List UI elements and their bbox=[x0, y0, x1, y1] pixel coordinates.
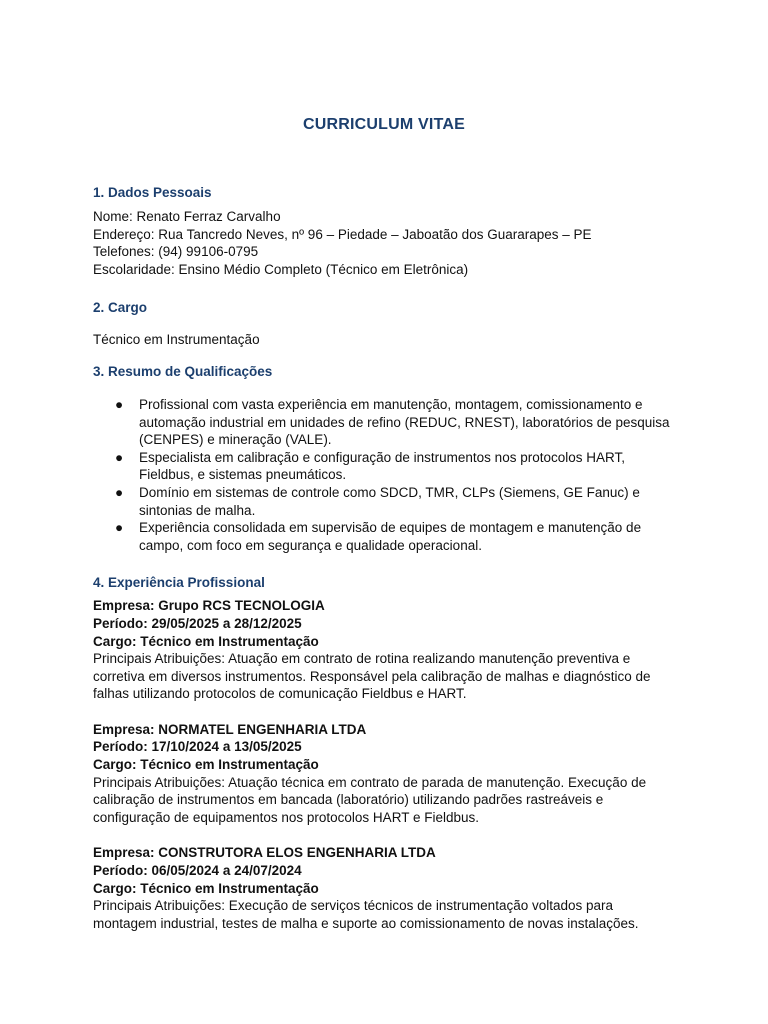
education-line: Escolaridade: Ensino Médio Completo (Técnico em Eletrônica) bbox=[93, 261, 469, 277]
list-item: ● Experiência consolidada em supervisão de equipes de montagem e manutenção de campo, com foco em segurança e qualidade operacional. bbox=[115, 520, 642, 553]
document-body bbox=[93, 184, 693, 932]
qualifications-list bbox=[93, 396, 693, 554]
bullet-icon: ● bbox=[115, 449, 124, 465]
job-role: Cargo: Técnico em Instrumentação bbox=[93, 633, 319, 649]
job-duties: Principais Atribuições: Execução de serviços técnicos de instrumentação voltados para montagem industrial, testes de malha e suporte ao comissionamento de novas instalações. bbox=[93, 898, 639, 931]
bullet-icon: ● bbox=[115, 396, 124, 412]
job-entry bbox=[93, 844, 693, 932]
document-title: CURRICULUM VITAE bbox=[302, 116, 465, 133]
section-heading: 1. Dados Pessoais bbox=[93, 185, 212, 200]
cargo-text: Técnico em Instrumentação bbox=[93, 332, 260, 348]
job-role: Cargo: Técnico em Instrumentação bbox=[93, 757, 319, 773]
list-item: ● Domínio em sistemas de controle como SDCD, TMR, CLPs (Siemens, GE Fanuc) e sintonias de malha. bbox=[115, 484, 640, 518]
list-item: ● Profissional com vasta experiência em manutenção, montagem, comissionamento e automação industrial em unidades de refino (REDUC, RNEST), laboratórios de pesquisa (CENPES) e mineração (VALE). bbox=[115, 396, 670, 448]
job-period: Período: 17/10/2024 a 13/05/2025 bbox=[93, 739, 302, 755]
phone-line: Telefones: (94) 99106-0795 bbox=[93, 244, 259, 260]
job-company: Empresa: Grupo RCS TECNOLOGIA bbox=[93, 598, 325, 614]
job-period: Período: 29/05/2025 a 28/12/2025 bbox=[93, 615, 302, 631]
job-duties: Principais Atribuições: Atuação técnica em contrato de parada de manutenção. Execução de calibração de instrumentos em bancada (laboratório) utilizando padrões rastreáveis e configuração de equipamentos nos protocolos HART e Fieldbus. bbox=[93, 774, 647, 825]
job-duties: Principais Atribuições: Atuação em contrato de rotina realizando manutenção preventiva e corretiva em diversos instrumentos. Responsável pela calibração de malhas e diagnóstico de falhas utilizando protocolos de comunicação Fieldbus e HART. bbox=[93, 651, 651, 702]
job-company: Empresa: NORMATEL ENGENHARIA LTDA bbox=[93, 721, 367, 737]
name-line: Nome: Renato Ferraz Carvalho bbox=[93, 209, 281, 224]
job-company: Empresa: CONSTRUTORA ELOS ENGENHARIA LTDA bbox=[93, 845, 436, 861]
section-qualifications bbox=[93, 363, 693, 554]
address-line: Endereço: Rua Tancredo Neves, nº 96 – Piedade – Jaboatão dos Guararapes – PE bbox=[93, 226, 592, 242]
section-heading: 3. Resumo de Qualificações bbox=[93, 363, 273, 379]
list-item: ● Especialista em calibração e configuração de instrumentos nos protocolos HART, Fieldbus, e sistemas pneumáticos. bbox=[115, 449, 625, 483]
bullet-icon: ● bbox=[115, 520, 124, 536]
section-heading: 4. Experiência Profissional bbox=[93, 575, 265, 591]
job-role: Cargo: Técnico em Instrumentação bbox=[93, 880, 319, 896]
job-period: Período: 06/05/2024 a 24/07/2024 bbox=[93, 863, 302, 879]
job-entry bbox=[93, 597, 693, 703]
section-cargo bbox=[93, 299, 693, 349]
bullet-icon: ● bbox=[115, 484, 124, 500]
section-personal-data bbox=[93, 184, 693, 278]
section-heading: 2. Cargo bbox=[93, 300, 148, 316]
job-entry bbox=[93, 721, 693, 827]
section-experience bbox=[93, 574, 693, 932]
